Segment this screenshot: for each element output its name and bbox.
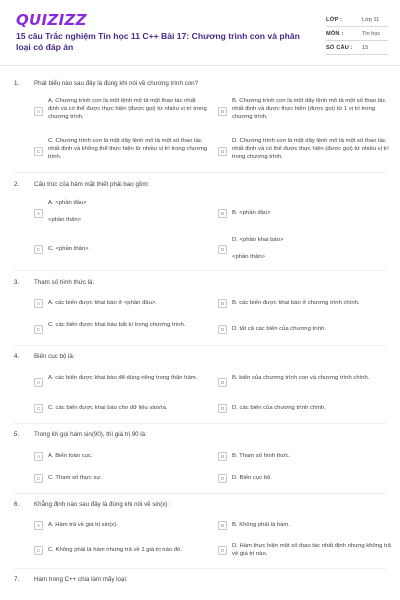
- option-letter-box: B: [218, 378, 227, 387]
- meta-value: Tin học: [362, 31, 381, 37]
- meta-divider: [326, 26, 388, 27]
- option-text: A. Biến toàn cục.: [48, 453, 93, 459]
- option-letter-box: D: [218, 147, 227, 156]
- option-text: A. các biến được khai báo để dùng riêng trong thân hàm.: [48, 375, 198, 381]
- option-letter-box: A: [34, 107, 43, 116]
- option-text: C. các biến được khai báo cho dữ liệu vào/ra.: [48, 405, 168, 411]
- quizizz-logo[interactable]: QUIZIZZ: [16, 11, 87, 29]
- meta-label: LỚP :: [326, 17, 343, 23]
- question-number: 1.: [14, 80, 20, 87]
- option-text: B. Tham số hình thức.: [232, 453, 291, 459]
- question-text: Cấu trúc của hàm mặt thiết phải bao gồm:: [34, 181, 150, 188]
- option-letter-box: B: [218, 521, 227, 530]
- option-letter-box: C: [34, 404, 43, 413]
- question-text: Trong lời gọi hàm sin(90), thì giá trị 90 là:: [34, 431, 147, 438]
- option-letter-box: B: [218, 209, 227, 218]
- option-text: C. Chương trình con là một dãy lệnh mô tả một số thao tác nhất định và không thể thực hiện từ nhiều vị trí trong chương trình.: [48, 138, 208, 161]
- option-letter-box: D: [218, 546, 227, 555]
- option-letter-box: A: [34, 378, 43, 387]
- question-divider: [14, 345, 386, 346]
- meta-divider: [326, 54, 388, 55]
- option-text: B. Không phải là hàm.: [232, 522, 290, 528]
- meta-value: Lớp 11: [362, 17, 380, 23]
- option-text-line2: <phần thân>: [232, 254, 266, 260]
- option-text: B. các biến được khai báo ở chương trình chính.: [232, 300, 360, 306]
- option-text: A. <phần đầu>: [48, 200, 87, 206]
- question-number: 2.: [14, 181, 20, 188]
- question-number: 6.: [14, 501, 20, 508]
- question-number: 7.: [14, 576, 20, 583]
- question-number: 5.: [14, 431, 20, 438]
- page-header: [0, 0, 400, 66]
- option-text: D. các biến của chương trình chính.: [232, 405, 326, 411]
- option-text: D. Biến cục bộ.: [232, 475, 272, 481]
- option-letter-box: C: [34, 546, 43, 555]
- option-letter-box: B: [218, 299, 227, 308]
- question-text: Hàm trong C++ chia làm mấy loại:: [34, 576, 128, 583]
- option-text: D. Hàm thực hiện một số thao tác nhất định nhưng không trả về giá trị nào.: [232, 543, 391, 558]
- question-text: Tham số hình thức là:: [34, 279, 95, 286]
- option-text: C. Không phải là hàm nhưng trả về 1 giá trị nào đó.: [48, 547, 182, 553]
- meta-value: 15: [362, 45, 369, 51]
- option-letter-box: D: [218, 404, 227, 413]
- option-letter-box: A: [34, 299, 43, 308]
- question-divider: [14, 423, 386, 424]
- question-divider: [14, 568, 386, 569]
- question-divider: [14, 493, 386, 494]
- option-letter-box: C: [34, 325, 43, 334]
- option-letter-box: B: [218, 107, 227, 116]
- option-text: B. <phần đầu>: [232, 210, 271, 216]
- option-letter-box: C: [34, 474, 43, 483]
- option-text-line2: <phần thân>: [48, 217, 82, 223]
- question-text: Khẳng định nào sau đây là đúng khi nói về sin(x) :: [34, 501, 171, 508]
- option-letter-box: B: [218, 452, 227, 461]
- option-text: B. biến của chương trình con và chương trình chính.: [232, 375, 370, 381]
- meta-divider: [326, 40, 388, 41]
- meta-label: SỐ CÂU :: [326, 45, 353, 51]
- question-divider: [14, 270, 386, 271]
- meta-label: MÔN :: [326, 31, 344, 37]
- option-text: D. Chương trình con là một dãy lệnh mô tả một số thao tác nhất định và có thể được thực hiện (được gọi) từ nhiều vị trí trong chương trình.: [232, 138, 389, 161]
- document-title: 15 câu Trắc nghiệm Tin học 11 C++ Bài 17: Chương trình con và phân loại có đáp án: [16, 31, 300, 52]
- option-text: C. các biến được khai báo bất kì trong chương trình.: [48, 322, 186, 328]
- option-letter-box: C: [34, 245, 43, 254]
- option-text: C. Tham số thực sự.: [48, 475, 102, 481]
- question-number: 4.: [14, 353, 20, 360]
- option-letter-box: A: [34, 209, 43, 218]
- question-number: 3.: [14, 279, 20, 286]
- option-text: D. <phần khai báo>: [232, 237, 284, 243]
- option-letter-box: A: [34, 452, 43, 461]
- option-text: D. tất cả các biến của chương trình.: [232, 326, 326, 332]
- option-letter-box: D: [218, 245, 227, 254]
- question-text: Biến cục bộ là:: [34, 353, 75, 360]
- option-text: A. Chương trình con là một lệnh mô tả một thao tác nhất định và có thể được thực hiện (được gọi) từ nhiều vị trí trong chương trình.: [48, 98, 207, 121]
- option-text: A. Hàm trả về giá trị sin(x).: [48, 522, 118, 528]
- option-letter-box: D: [218, 325, 227, 334]
- option-text: B. Chương trình con là một dãy lệnh mô tả một số thao tác nhất định và được thực hiện (được gọi) từ 1 vị trí trong chương trình.: [232, 98, 386, 121]
- option-letter-box: A: [34, 521, 43, 530]
- option-text: A. các biến được khai báo ở <phần đầu>.: [48, 300, 157, 306]
- question-text: Phát biểu nào sau đây là đúng khi nói về chương trình con?: [34, 80, 199, 87]
- option-letter-box: C: [34, 147, 43, 156]
- option-letter-box: D: [218, 474, 227, 483]
- option-text: C. <phần thân>: [48, 246, 89, 252]
- question-divider: [14, 172, 386, 173]
